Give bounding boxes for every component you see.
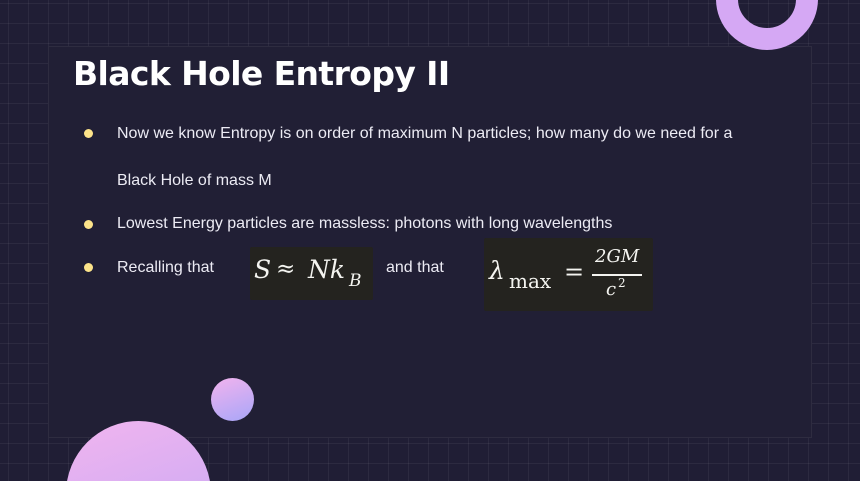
content-panel [48, 46, 812, 438]
equation-lhs: S [254, 255, 272, 284]
equation-rhs: Nk [308, 255, 346, 284]
decorative-circle-small [211, 378, 254, 421]
bullet-3-prefix: Recalling that [117, 259, 214, 276]
approx-operator: ≈ [276, 256, 296, 282]
bullet-2-text: Lowest Energy particles are massless: photons with long wavelengths [117, 215, 613, 232]
bullet-dot [84, 129, 93, 138]
lambda-symbol: λ [489, 256, 505, 285]
bullet-1-line-1: Now we know Entropy is on order of maximum N particles; how many do we need for a [117, 125, 733, 142]
entropy-equation [250, 247, 373, 300]
max-subscript: max [509, 269, 552, 293]
slide-title: Black Hole Entropy II [73, 54, 450, 93]
bullet-3-middle: and that [386, 259, 444, 276]
decorative-ring [716, 0, 818, 50]
equals-operator: = [564, 258, 585, 286]
bullet-dot [84, 220, 93, 229]
fraction-denominator: c [606, 279, 617, 300]
equation-subscript: B [349, 271, 362, 291]
bullet-1-line-2: Black Hole of mass M [117, 172, 272, 189]
bullet-dot [84, 263, 93, 272]
wavelength-equation [484, 238, 653, 311]
fraction-numerator: 2GM [595, 246, 640, 267]
fraction-bar [592, 274, 642, 276]
denominator-exponent: 2 [618, 276, 626, 290]
